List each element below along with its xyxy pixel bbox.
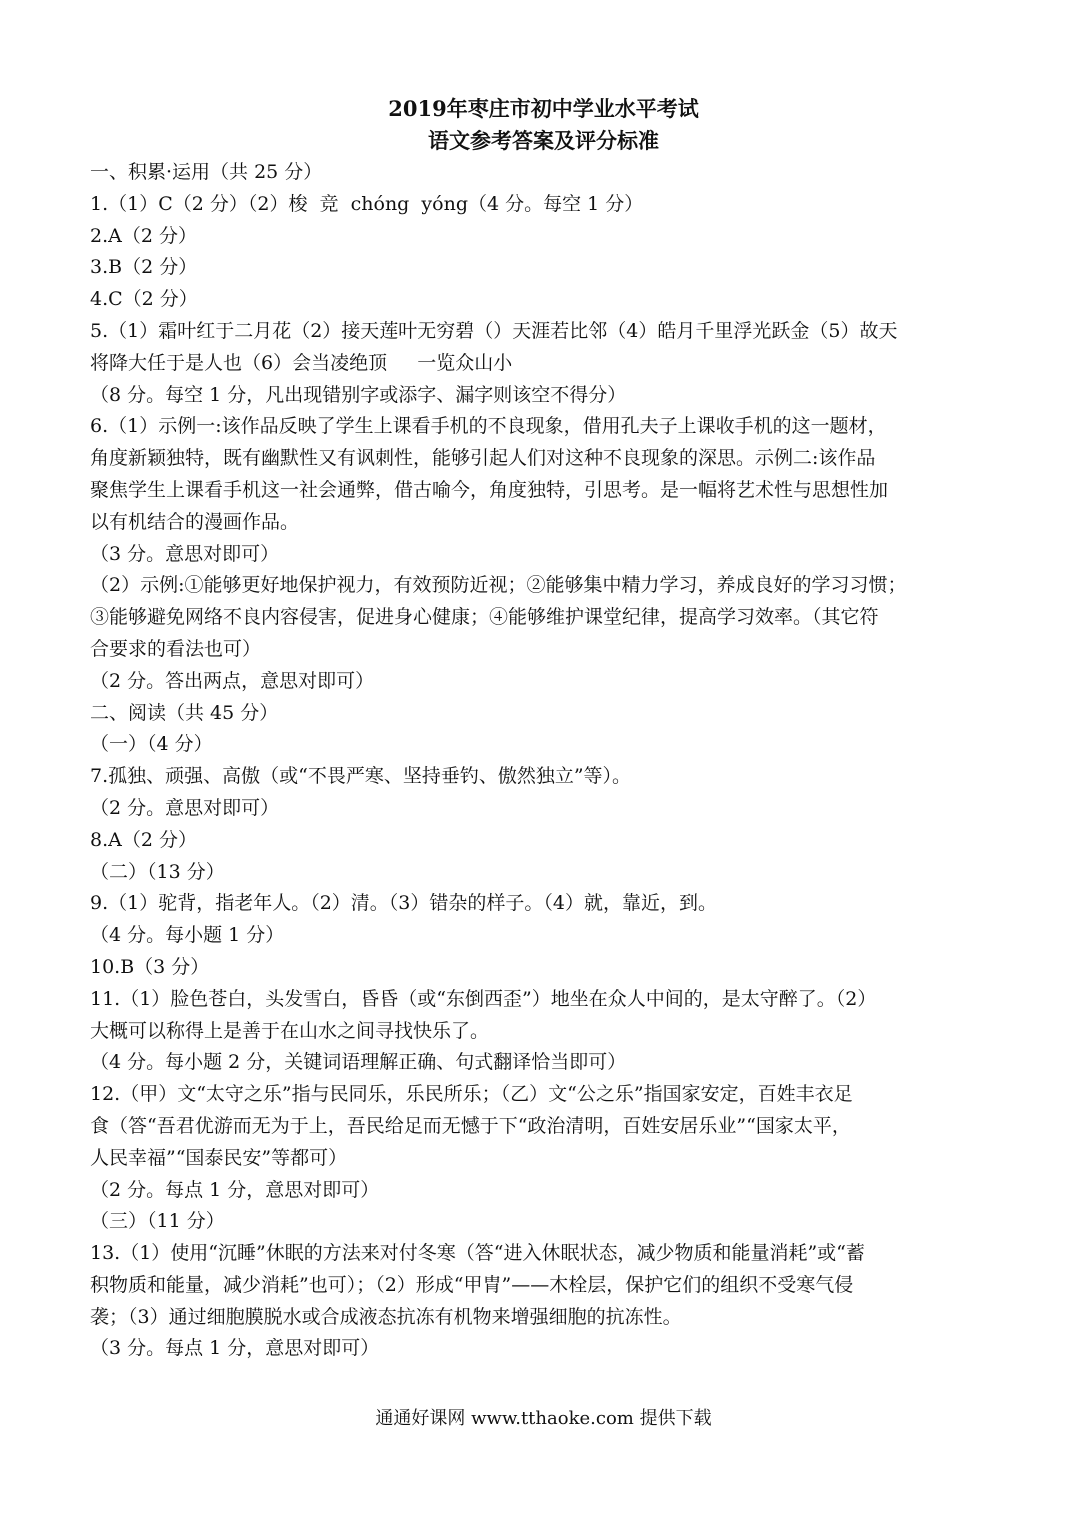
text-line: 6.（1）示例一:该作品反映了学生上课看手机的不良现象，借用孔夫子上课收手机的这一题材， bbox=[90, 415, 887, 438]
text-line: （2 分。答出两点，意思对即可） bbox=[90, 669, 375, 692]
answer-body bbox=[90, 157, 1005, 1365]
text-line: 8.A（2 分） bbox=[90, 828, 197, 851]
text-line: 以有机结合的漫画作品。 bbox=[90, 510, 300, 533]
text-line: （2 分。每点 1 分，意思对即可） bbox=[90, 1178, 380, 1201]
text-line: 10.B（3 分） bbox=[90, 955, 210, 978]
text-line: 聚焦学生上课看手机这一社会通弊，借古喻今，角度独特，引思考。是一幅将艺术性与思想性加 bbox=[90, 478, 889, 501]
text-line: 人民幸福”“国泰民安”等都可） bbox=[90, 1146, 348, 1169]
text-line: 5.（1）霜叶红于二月花（2）接天莲叶无穷碧（）天涯若比邻（4）皓月千里浮光跃金（5）故天 bbox=[90, 319, 898, 342]
text-line: （3 分。意思对即可） bbox=[90, 542, 280, 565]
text-line: 13.（1）使用“沉睡”休眠的方法来对付冬寒（答“进入休眠状态，减少物质和能量消耗”或“蓄 bbox=[90, 1242, 865, 1265]
text-line: 一、积累·运用（共 25 分） bbox=[90, 161, 323, 183]
text-line: 食（答“吾君优游而无为于上，吾民给足而无憾于下“政治清明，百姓安居乐业”“国家太平， bbox=[90, 1114, 851, 1137]
text-line: （2 分。意思对即可） bbox=[90, 796, 280, 819]
footer-source-note: 通通好课网 www.tthaoke.com 提供下载 bbox=[375, 1408, 712, 1429]
text-line: ③能够避免网络不良内容侵害，促进身心健康；④能够维护课堂纪律，提高学习效率。（其它符 bbox=[90, 606, 879, 629]
text-line: （4 分。每小题 2 分，关键词语理解正确、句式翻译恰当即可） bbox=[90, 1051, 627, 1074]
document-subtitle: 语文参考答案及评分标准 bbox=[428, 128, 659, 153]
text-line: 9.（1）驼背，指老年人。（2）清。（3）错杂的样子。（4）就，靠近，到。 bbox=[90, 892, 717, 915]
text-line: （二）（13 分） bbox=[90, 860, 225, 883]
text-line: 3.B（2 分） bbox=[90, 256, 198, 279]
text-line: （4 分。每小题 1 分） bbox=[90, 924, 285, 947]
text-line: 1.（1）C（2 分）（2）梭 竞 chóng yóng（4 分。每空 1 分） bbox=[90, 192, 644, 215]
text-line: （一）（4 分） bbox=[90, 733, 213, 756]
text-line: 4.C（2 分） bbox=[90, 288, 198, 311]
text-line: （三）（11 分） bbox=[90, 1210, 225, 1233]
text-line: （2）示例:①能够更好地保护视力，有效预防近视；②能够集中精力学习，养成良好的学习习惯； bbox=[90, 574, 907, 597]
document-title: 2019年枣庄市初中学业水平考试 bbox=[388, 96, 699, 121]
text-line: 合要求的看法也可） bbox=[90, 637, 262, 660]
text-line: 11.（1）脸色苍白，头发雪白，昏昏（或“东倒西歪”）地坐在众人中间的，是太守醉了。（2） bbox=[90, 987, 877, 1010]
text-line: 积物质和能量，减少消耗”也可）；（2）形成“甲胄”——木栓层，保护它们的组织不受寒气侵 bbox=[90, 1273, 854, 1296]
text-line: 将降大任于是人也（6）会当凌绝顶 一览众山小 bbox=[90, 351, 513, 374]
text-line: 袭；（3）通过细胞膜脱水或合成液态抗冻有机物来增强细胞的抗冻性。 bbox=[90, 1305, 682, 1328]
text-line: 二、阅读（共 45 分） bbox=[90, 701, 279, 724]
text-line: 大概可以称得上是善于在山水之间寻找快乐了。 bbox=[90, 1019, 490, 1042]
text-line: 2.A（2 分） bbox=[90, 224, 197, 247]
text-line: （8 分。每空 1 分，凡出现错别字或添字、漏字则该空不得分） bbox=[90, 383, 627, 406]
text-line: （3 分。每点 1 分，意思对即可） bbox=[90, 1337, 380, 1360]
text-line: 角度新颖独特，既有幽默性又有讽刺性，能够引起人们对这种不良现象的深思。示例二:该作品 bbox=[90, 447, 876, 470]
text-line: 12.（甲）文“太守之乐”指与民同乐，乐民所乐；（乙）文“公之乐”指国家安定，百姓丰衣足 bbox=[90, 1083, 853, 1106]
text-line: 7.孤独、顽强、高傲（或“不畏严寒、坚持垂钓、傲然独立”等）。 bbox=[90, 765, 632, 788]
